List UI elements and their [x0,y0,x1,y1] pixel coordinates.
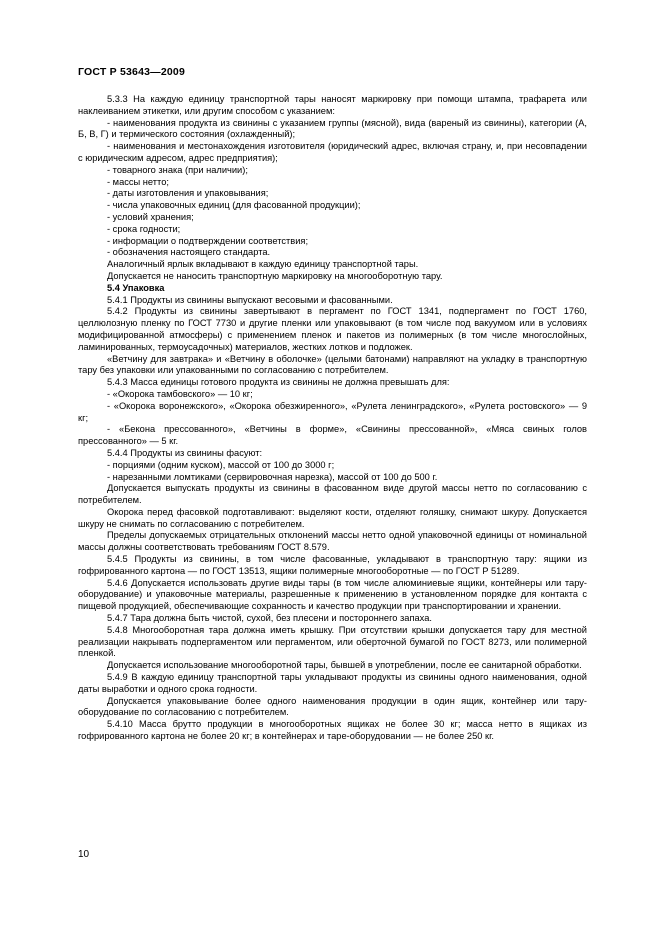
paragraph: 5.4.1 Продукты из свинины выпускают весовыми и фасованными. [107,294,393,305]
paragraph: 5.4.7 Тара должна быть чистой, сухой, без плесени и постороннего запаха. [107,613,432,624]
paragraph: 5.4.4 Продукты из свинины фасуют: [107,447,263,458]
list-item: - порциями (одним куском), массой от 100 до 3000 г; [107,459,335,470]
list-item: - даты изготовления и упаковывания; [107,188,269,199]
paragraph: 5.4.5 Продукты из свинины, в том числе фасованные, укладывают в транспортную тару: ящики из гофрированного картона — по ГОСТ 13513, ящики полимерные многооборотные — по ГОСТ Р 51289. [78,554,587,576]
paragraph: 5.4.9 В каждую единицу транспортной тары укладывают продукты из свинины одного наименования, одной даты выработки и одного срока годности. [78,672,587,694]
document-body [78,94,587,743]
list-item: - условий хранения; [107,211,194,222]
paragraph: 5.4.3 Масса единицы готового продукта из свинины не должна превышать для: [107,377,450,388]
paragraph: 5.4.2 Продукты из свинины завертывают в пергамент по ГОСТ 1341, подпергамент по ГОСТ 1760, целлюлозную пленку по ГОСТ 7730 и другие пленки или упаковывают (в том числе под вакуумом или в условиях модифицированной атмосферы) с применением пленок и пакетов из полимерных (в том числе многослойных, ламинированных, термоусадочных) материалов, жестких лотков и подложек. [78,306,587,352]
paragraph: Окорока перед фасовкой подготавливают: выделяют кости, отделяют голяшку, снимают шкуру. Допускается шкуру не снимать по согласованию с потребителем. [78,506,587,529]
paragraph: 5.3.3 На каждую единицу транспортной тары наносят маркировку при помощи штампа, трафарета или наклеиванием этикетки, или другим способом с указанием: [78,94,587,116]
paragraph: Пределы допускаемых отрицательных отклонений массы нетто одной упаковочной единицы от номинальной массы должны соответствовать требованиям ГОСТ 8.579. [78,530,587,553]
paragraph: Допускается выпускать продукты из свинины в фасованном виде другой массы нетто по согласованию с потребителем. [78,483,587,506]
page-header: ГОСТ Р 53643—2009 [78,66,186,78]
list-item: - наименования и местонахождения изготовителя (юридический адрес, включая страну, и, при несовпадении с юридическим адресом, адрес предприятия); [78,141,587,163]
list-item: - «Бекона прессованного», «Ветчины в форме», «Свинины прессованной», «Мяса свиных голов прессованного» — 5 кг. [78,424,587,447]
list-item: - числа упаковочных единиц (для фасованной продукции); [107,200,361,211]
list-item: - информации о подтверждении соответствия; [107,235,309,246]
list-item: - срока годности; [107,223,181,234]
paragraph: 5.4.8 Многооборотная тара должна иметь крышку. При отсутствии крышки допускается тару для местной реализации накрывать подпергаментом или пергаментом, или оберточной бумагой по ГОСТ 8273, или полимерной пленкой. [78,624,587,659]
paragraph: Допускается упаковывание более одного наименования продукции в один ящик, контейнер или тару-оборудование по согласованию с потребителем. [78,695,587,718]
paragraph: Допускается использование многооборотной тары, бывшей в употреблении, после ее санитарной обработки. [107,660,582,671]
paragraph: Допускается не наносить транспортную маркировку на многооборотную тару. [107,270,443,281]
list-item: - нарезанными ломтиками (сервировочная нарезка), массой от 100 до 500 г. [107,471,438,482]
list-item: - массы нетто; [107,176,169,187]
paragraph: 5.4.10 Масса брутто продукции в многооборотных ящиках не более 30 кг; масса нетто в ящиках из гофрированного картона не более 20 кг; в контейнерах и таре-оборудовании — не более 250 кг. [78,719,587,742]
list-item: - «Окорока тамбовского» — 10 кг; [107,388,253,399]
list-item: - товарного знака (при наличии); [107,164,248,175]
paragraph: 5.4.6 Допускается использовать другие виды тары (в том числе алюминиевые ящики, контейнеры или тару-оборудование) и упаковочные материалы, разрешенные к применению в установленном порядке для контакта с пищевой продукцией, обеспечивающие сохранность и качество продукции при транспортировании и хранении. [78,577,587,612]
list-item: - наименования продукта из свинины с указанием группы (мясной), вида (вареный из свинины), категории (А, Б, В, Г) и термического состояния (охлажденный); [78,117,587,140]
list-item: - обозначения настоящего стандарта. [107,247,271,258]
paragraph: Аналогичный ярлык вкладывают в каждую единицу транспортной тары. [107,259,419,270]
page-number: 10 [78,849,90,860]
list-item: - «Окорока воронежского», «Окорока обезжиренного», «Рулета ленинградского», «Рулета ростовского» — 9 кг; [78,400,587,423]
section-heading: 5.4 Упаковка [107,282,165,293]
paragraph: «Ветчину для завтрака» и «Ветчину в оболочке» (целыми батонами) направляют на укладку в транспортную тару без упаковки или упакованными по согласованию с потребителем. [78,353,587,376]
